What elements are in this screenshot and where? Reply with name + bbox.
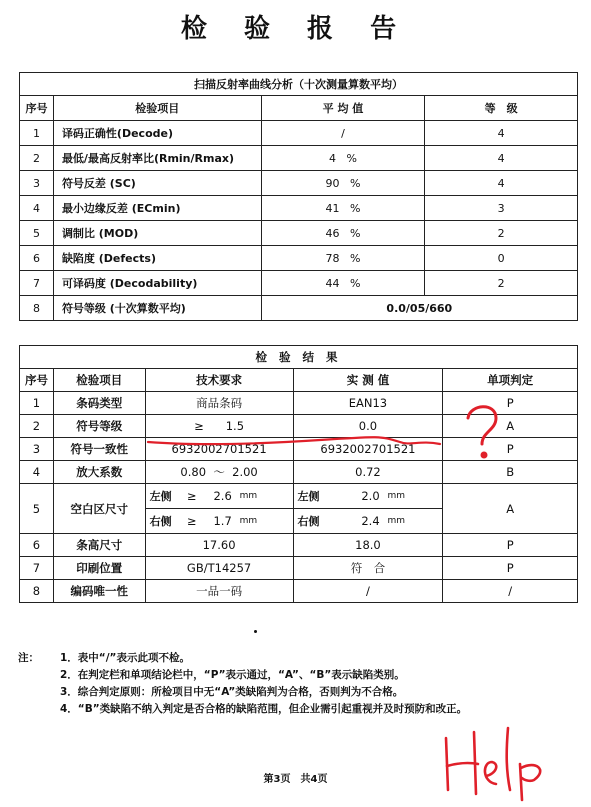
r-header-req: 技术要求 xyxy=(145,369,293,392)
req-max: 2.00 xyxy=(232,465,258,479)
row-req xyxy=(145,461,293,484)
row-no: 4 xyxy=(20,196,54,221)
table-row xyxy=(20,557,578,580)
note-1: 1．表中“/”表示此项不检。 xyxy=(60,652,190,664)
req-left-value: 2.6 xyxy=(213,489,232,503)
row-verdict: P xyxy=(443,438,578,461)
report-title: 检 验 报 告 xyxy=(180,14,411,44)
row-meas: / xyxy=(293,580,443,603)
row-average xyxy=(261,121,425,146)
req-right-value: 1.7 xyxy=(213,514,232,528)
row-item: 符号反差 (SC) xyxy=(53,171,261,196)
row-no: 7 xyxy=(20,271,54,296)
row-grade: 0 xyxy=(425,246,578,271)
row-req: 6932002701521 xyxy=(145,438,293,461)
row-grade: 2 xyxy=(425,221,578,246)
row-item: 空白区尺寸 xyxy=(53,484,145,534)
row-meas: 0.0 xyxy=(293,415,443,438)
average-value: 41 xyxy=(325,201,340,215)
table-row xyxy=(20,271,578,296)
ge-symbol: ≥ xyxy=(186,514,197,528)
right-label: 右侧 xyxy=(149,515,172,528)
unit: % xyxy=(350,276,361,290)
table-row xyxy=(20,196,578,221)
row-no: 2 xyxy=(20,146,54,171)
meas-left-cell xyxy=(293,484,443,509)
inspection-result-table xyxy=(19,345,578,603)
row-meas: 0.72 xyxy=(293,461,443,484)
table-row xyxy=(20,415,578,438)
left-label: 左侧 xyxy=(297,490,320,503)
row-verdict: A xyxy=(443,484,578,534)
table-row xyxy=(20,121,578,146)
req-left-cell xyxy=(145,484,293,509)
row-item: 放大系数 xyxy=(53,461,145,484)
average-value: 4 xyxy=(329,151,336,165)
unit: % xyxy=(350,251,361,265)
stray-dot xyxy=(254,630,257,633)
unit: mm xyxy=(239,516,258,526)
row-no: 5 xyxy=(20,484,54,534)
table-row xyxy=(20,484,578,509)
meas-right-cell xyxy=(293,509,443,534)
r-header-no: 序号 xyxy=(20,369,54,392)
row-no: 2 xyxy=(20,415,54,438)
table-row xyxy=(20,246,578,271)
table-row xyxy=(20,392,578,415)
row-no: 4 xyxy=(20,461,54,484)
row-req: 一品一码 xyxy=(145,580,293,603)
row-no: 1 xyxy=(20,392,54,415)
notes-section xyxy=(18,650,467,718)
average-value: 78 xyxy=(325,251,340,265)
table-row xyxy=(20,580,578,603)
average-value: 90 xyxy=(325,176,340,190)
meas-left-value: 2.0 xyxy=(361,489,380,503)
row-item: 条码类型 xyxy=(53,392,145,415)
row-verdict: P xyxy=(443,557,578,580)
row-no: 5 xyxy=(20,221,54,246)
note-4: 4．“B”类缺陷不纳入判定是否合格的缺陷范围，但企业需引起重视并及时预防和改正。 xyxy=(60,703,468,715)
row-verdict: P xyxy=(443,534,578,557)
row-no: 1 xyxy=(20,121,54,146)
unit: mm xyxy=(387,516,406,526)
ge-symbol: ≥ xyxy=(194,419,204,433)
row-average xyxy=(261,171,425,196)
unit: mm xyxy=(239,491,258,501)
header-average: 平 均 值 xyxy=(261,96,425,121)
req-right-cell xyxy=(145,509,293,534)
row-average xyxy=(261,271,425,296)
row-item: 印刷位置 xyxy=(53,557,145,580)
row-item: 条高尺寸 xyxy=(53,534,145,557)
ge-symbol: ≥ xyxy=(186,489,197,503)
scan-table-caption: 扫描反射率曲线分析（十次测量算数平均） xyxy=(20,73,578,96)
table-row xyxy=(20,534,578,557)
help-scribble xyxy=(446,728,540,800)
row-no: 8 xyxy=(20,580,54,603)
row-average xyxy=(261,196,425,221)
row-meas: 18.0 xyxy=(293,534,443,557)
row-average xyxy=(261,246,425,271)
average-value: / xyxy=(341,126,345,140)
result-table-caption: 检 验 结 果 xyxy=(20,346,578,369)
r-header-meas: 实 测 值 xyxy=(293,369,443,392)
row-grade: 2 xyxy=(425,271,578,296)
table-row xyxy=(20,461,578,484)
row-item: 调制比 (MOD) xyxy=(53,221,261,246)
table-row xyxy=(20,221,578,246)
row-grade: 4 xyxy=(425,171,578,196)
notes-lead: 注： xyxy=(18,652,39,664)
row-req: 17.60 xyxy=(145,534,293,557)
meas-right-value: 2.4 xyxy=(361,514,380,528)
header-grade: 等 级 xyxy=(425,96,578,121)
row-item: 最小边缘反差 (ECmin) xyxy=(53,196,261,221)
row-item: 缺陷度 (Defects) xyxy=(53,246,261,271)
unit: % xyxy=(350,176,361,190)
table-row xyxy=(20,146,578,171)
row-verdict: A xyxy=(443,415,578,438)
req-separator: ～ xyxy=(213,465,225,479)
header-no: 序号 xyxy=(20,96,54,121)
table-row xyxy=(20,171,578,196)
right-label: 右侧 xyxy=(297,515,320,528)
note-3: 3．综合判定原则：所检项目中无“A”类缺陷判为合格，否则判为不合格。 xyxy=(60,686,404,698)
header-item: 检验项目 xyxy=(53,96,261,121)
row-item: 可译码度 (Decodability) xyxy=(53,271,261,296)
row-verdict: / xyxy=(443,580,578,603)
unit: % xyxy=(350,201,361,215)
row-item: 编码唯一性 xyxy=(53,580,145,603)
scan-analysis-table xyxy=(19,72,578,321)
row-meas: 6932002701521 xyxy=(293,438,443,461)
r-header-verdict: 单项判定 xyxy=(443,369,578,392)
row-no: 7 xyxy=(20,557,54,580)
average-value: 44 xyxy=(325,276,340,290)
row8-no: 8 xyxy=(20,296,54,321)
row-req xyxy=(145,415,293,438)
row-item: 最低/最高反射率比(Rmin/Rmax) xyxy=(53,146,261,171)
row-no: 6 xyxy=(20,246,54,271)
row8-item: 符号等级 (十次算数平均) xyxy=(53,296,261,321)
average-value: 46 xyxy=(325,226,340,240)
row-average xyxy=(261,221,425,246)
req-min: 0.80 xyxy=(180,465,207,479)
row-item: 符号一致性 xyxy=(53,438,145,461)
row-grade: 3 xyxy=(425,196,578,221)
row-grade: 4 xyxy=(425,121,578,146)
req-value: 1.5 xyxy=(225,419,245,433)
row-average xyxy=(261,146,425,171)
row-no: 6 xyxy=(20,534,54,557)
row-item: 译码正确性(Decode) xyxy=(53,121,261,146)
row-verdict: P xyxy=(443,392,578,415)
table-row xyxy=(20,438,578,461)
note-2: 2．在判定栏和单项结论栏中，“P”表示通过，“A”、“B”表示缺陷类别。 xyxy=(60,669,405,681)
page-footer: 第3页 共4页 xyxy=(263,774,328,785)
row-no: 3 xyxy=(20,438,54,461)
unit: % xyxy=(350,226,361,240)
row-item: 符号等级 xyxy=(53,415,145,438)
row-grade: 4 xyxy=(425,146,578,171)
r-header-item: 检验项目 xyxy=(53,369,145,392)
left-label: 左侧 xyxy=(149,490,172,503)
row-meas: EAN13 xyxy=(293,392,443,415)
row-no: 3 xyxy=(20,171,54,196)
unit: mm xyxy=(387,491,406,501)
row-verdict: B xyxy=(443,461,578,484)
row-req: 商品条码 xyxy=(145,392,293,415)
row-meas: 符 合 xyxy=(293,557,443,580)
unit: % xyxy=(346,151,357,165)
row-req: GB/T14257 xyxy=(145,557,293,580)
row8-value: 0.0/05/660 xyxy=(261,296,577,321)
